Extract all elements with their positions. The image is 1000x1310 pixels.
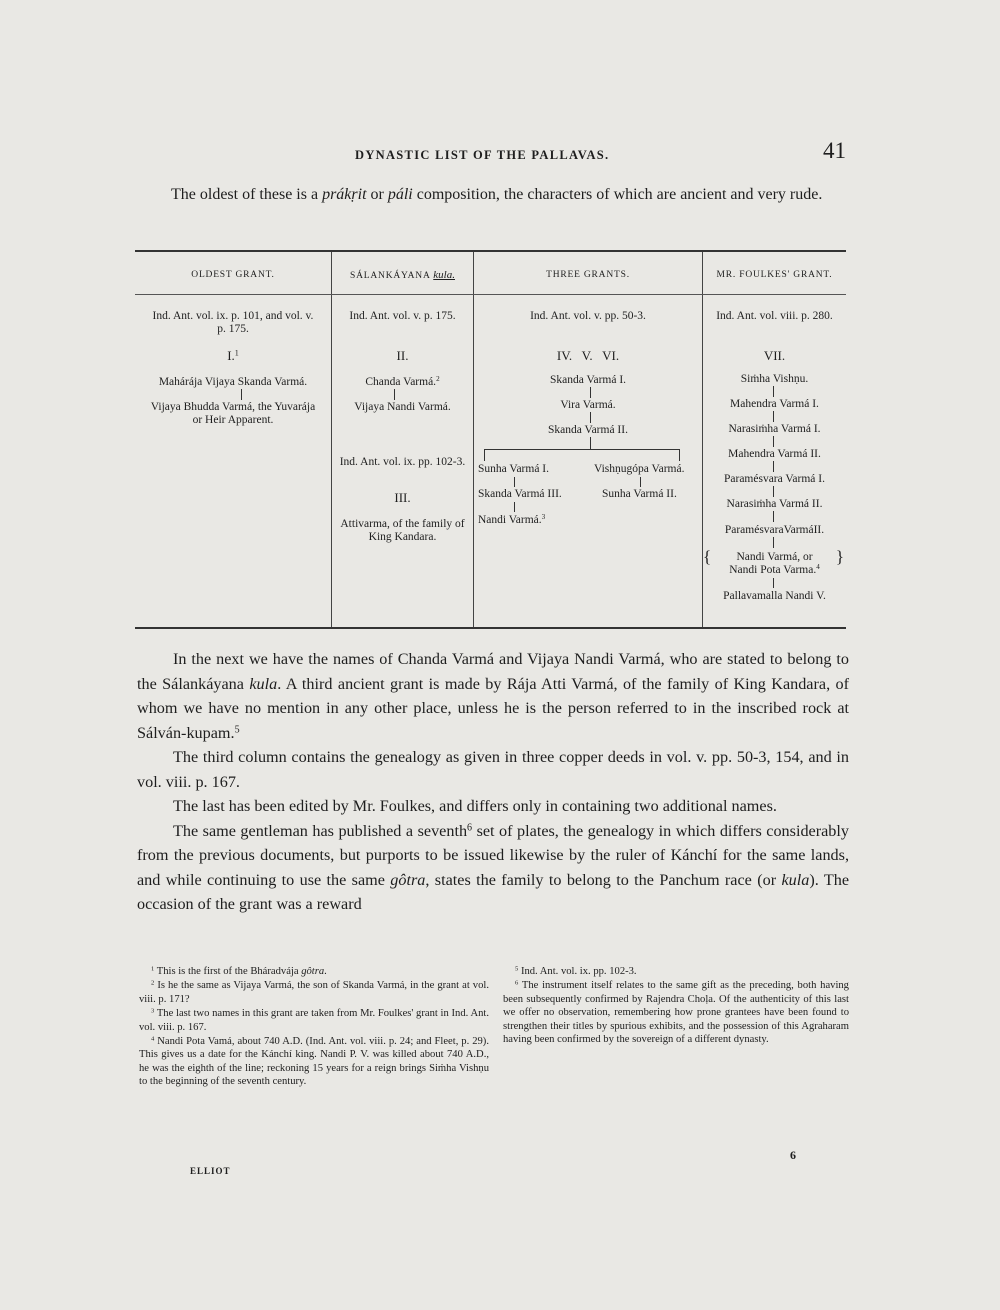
descent-line bbox=[514, 477, 515, 487]
descent-line bbox=[773, 578, 774, 588]
paragraph: The last has been edited by Mr. Foulkes, and differs only in containing two additional names. bbox=[173, 797, 777, 815]
descent-line bbox=[484, 449, 485, 461]
paragraph-text: , states the family to belong to the Panchum race (or bbox=[425, 870, 782, 889]
descent-line bbox=[514, 502, 515, 512]
column-header bbox=[332, 269, 473, 283]
grant-table bbox=[135, 250, 846, 629]
descent-line bbox=[590, 437, 591, 449]
footnote bbox=[139, 1007, 489, 1034]
body-text bbox=[137, 647, 849, 917]
footnote bbox=[139, 965, 489, 978]
grant-numeral bbox=[139, 349, 327, 362]
footnote bbox=[503, 979, 849, 1046]
paragraph bbox=[137, 647, 849, 745]
king-name: Narasiṁha Varmá II. bbox=[726, 498, 823, 510]
king-name: ParamésvaraVarmáII. bbox=[724, 524, 825, 536]
descent-line bbox=[590, 387, 591, 398]
king-name: Pallavamalla Nandi V. bbox=[723, 590, 826, 602]
page-number: 41 bbox=[823, 138, 846, 163]
descent-line bbox=[241, 389, 242, 400]
reference: Ind. Ant. vol. v. pp. 50-3. bbox=[530, 310, 646, 322]
paragraph-text: ). The occasion of the grant was a reward bbox=[137, 870, 850, 913]
king-name bbox=[711, 564, 838, 577]
intro-text: or bbox=[366, 186, 388, 203]
column-header: OLDEST GRANT. bbox=[191, 270, 275, 280]
footnote-text: This is the first of the Bháradvája bbox=[156, 966, 302, 977]
king-text: Nandi Varmá. bbox=[478, 514, 542, 526]
intro-pali: páli bbox=[387, 186, 413, 203]
footnote-number: 4 bbox=[151, 1035, 155, 1043]
king-name: Vijaya Bhudda Varmá, the Yuvarája or Heir Apparent. bbox=[150, 401, 316, 426]
paragraph-text: The same gentleman has published a seventh bbox=[173, 821, 468, 840]
footnote-text: . bbox=[324, 966, 327, 977]
column-oldest-grant bbox=[135, 252, 331, 627]
descent-line bbox=[773, 411, 774, 422]
king-name: Narasiṁha Varmá I. bbox=[728, 423, 821, 435]
footnote-number: 5 bbox=[515, 965, 519, 973]
grant-numeral: VII. bbox=[763, 348, 786, 363]
king-name: Mahendra Varmá I. bbox=[730, 398, 819, 410]
footnote-number: 2 bbox=[151, 979, 155, 987]
footnote-ref: 6 bbox=[467, 821, 473, 833]
footnote-text: Nandi Pota Vamá, about 740 A.D. (Ind. Ant. vol. viii. p. 24; and Fleet, p. 29). This gives us a date for the Kánchí king. Nandi P. V. was killed about 740 A.D., he was the eighth of the line; reckoning 15 years for a reign brings Siṁha Vishṇu to the beginning of the seventh century. bbox=[139, 1036, 489, 1088]
italic-term: kula bbox=[249, 674, 278, 693]
footnote-text: Is he the same as Vijaya Varmá, the son of Skanda Varmá, in the grant at vol. viii. p. 171? bbox=[139, 980, 489, 1005]
king-name: Nandi Varmá, or bbox=[736, 551, 813, 563]
descent-line bbox=[679, 449, 680, 461]
footnote-number: 3 bbox=[151, 1007, 155, 1015]
header-kula: kula. bbox=[433, 269, 455, 281]
king-name bbox=[336, 376, 469, 389]
king-name: Mahárája Vijaya Skanda Varmá. bbox=[158, 376, 308, 388]
descent-line bbox=[590, 412, 591, 423]
running-title: DYNASTIC LIST OF THE PALLAVAS. bbox=[355, 148, 610, 162]
king-text: Nandi Pota Varma. bbox=[729, 564, 817, 576]
grant-numeral: III. bbox=[394, 490, 411, 505]
king-name: Paramésvara Varmá I. bbox=[723, 473, 825, 485]
italic-term: gôtra bbox=[390, 870, 426, 889]
king-name: Vishṇugópa Varmá. bbox=[594, 463, 685, 475]
footnotes-right bbox=[503, 965, 849, 1047]
numeral-text: I. bbox=[227, 348, 235, 363]
king-name: Siṁha Vishṇu. bbox=[740, 373, 809, 385]
footnote-ref: 5 bbox=[234, 723, 240, 735]
descent-line bbox=[773, 436, 774, 447]
paragraph-text: . A third ancient grant is made by Rája Atti Varmá, of the family of King Kandara, of whom we have no mention in any other place, unless he is the person referred to in the inscribed rock at Sálván-kupam. bbox=[137, 674, 849, 742]
paragraph-text: In the next we have the names of Chanda Varmá and Vijaya Nandi Varmá, who are stated to belong to the Sálankáyana bbox=[137, 650, 849, 693]
descent-line bbox=[773, 386, 774, 397]
sheet-number: 6 bbox=[790, 1148, 796, 1162]
footnote-text: Ind. Ant. vol. ix. pp. 102-3. bbox=[520, 966, 637, 977]
footnote bbox=[139, 1035, 489, 1089]
descent-line bbox=[640, 477, 641, 487]
running-head bbox=[0, 138, 1000, 166]
king-name: Mahendra Varmá II. bbox=[728, 448, 821, 460]
header-text: SÁLANKÁYANA bbox=[350, 271, 434, 281]
column-three-grants bbox=[474, 252, 702, 627]
footnote bbox=[139, 979, 489, 1006]
intro-text: composition, the characters of which are ancient and very rude. bbox=[412, 186, 823, 203]
footnote-ref: 4 bbox=[816, 563, 820, 572]
king-name: Skanda Varmá II. bbox=[548, 424, 628, 436]
column-header: MR. FOULKES' GRANT. bbox=[716, 270, 833, 280]
footnote-number: 6 bbox=[515, 979, 519, 987]
reference: Ind. Ant. vol. ix. pp. 102-3. bbox=[339, 456, 466, 468]
footnote-ref: 3 bbox=[541, 513, 546, 522]
reference: Ind. Ant. vol. viii. p. 280. bbox=[716, 310, 833, 322]
king-name bbox=[478, 514, 698, 527]
footnote bbox=[503, 965, 849, 978]
italic-term: gôtra bbox=[301, 966, 325, 977]
descent-line bbox=[773, 461, 774, 472]
column-header: THREE GRANTS. bbox=[546, 270, 630, 280]
footnote-ref: 1 bbox=[234, 348, 239, 358]
column-salankayana bbox=[332, 252, 473, 627]
king-name: Sunha Varmá I. bbox=[478, 463, 550, 475]
king-name: Vira Varmá. bbox=[560, 399, 616, 411]
reference: Ind. Ant. vol. v. p. 175. bbox=[349, 310, 456, 322]
intro-paragraph bbox=[137, 183, 845, 207]
descent-line bbox=[394, 389, 395, 400]
king-name: Vijaya Nandi Varmá. bbox=[354, 401, 451, 413]
printer-signature: ELLIOT bbox=[190, 1166, 231, 1176]
king-name: Sunha Varmá II. bbox=[602, 488, 677, 500]
italic-term: kula bbox=[781, 870, 810, 889]
descent-line bbox=[773, 537, 774, 548]
brace-left: { bbox=[703, 547, 712, 566]
descent-line bbox=[773, 486, 774, 497]
paragraph-text: set of plates, the genealogy in which differs considerably from the previous documents, but purports to be issued likewise by the ruler of Kánchí for the same lands, and while continuing to use the same bbox=[137, 821, 849, 889]
intro-prakrit: prákṛit bbox=[322, 186, 367, 203]
branch-line bbox=[484, 449, 680, 450]
paragraph bbox=[137, 819, 849, 917]
intro-text: The oldest of these is a bbox=[171, 186, 323, 203]
footnote-ref: 2 bbox=[436, 375, 440, 384]
descent-line bbox=[773, 511, 774, 522]
footnote-text: The last two names in this grant are taken from Mr. Foulkes' grant in Ind. Ant. vol. viii. p. 167. bbox=[139, 1008, 489, 1033]
column-foulkes-grant bbox=[703, 252, 846, 627]
footnote-text: The instrument itself relates to the same gift as the preceding, both having been subsequently confirmed by Rajendra Choḷa. Of the authenticity of this last we offer no observation, remembering how prone grantees have been found to strengthen their titles by spurious exhibits, and the possession of this Agraharam having been confirmed by the sovereign of a different dynasty. bbox=[503, 980, 849, 1046]
grant-numerals: IV. V. VI. bbox=[556, 348, 620, 363]
king-name: Attivarma, of the family of King Kandara. bbox=[340, 518, 465, 543]
paragraph: The third column contains the genealogy as given in three copper deeds in vol. v. pp. 50-3, 154, and in vol. viii. p. 167. bbox=[137, 748, 849, 791]
brace-right: } bbox=[835, 547, 844, 566]
footnote-number: 1 bbox=[151, 965, 155, 973]
king-name: Skanda Varmá I. bbox=[549, 374, 627, 386]
king-name: Skanda Varmá III. bbox=[478, 488, 562, 500]
footnotes-left bbox=[139, 965, 489, 1090]
reference: Ind. Ant. vol. ix. p. 101, and vol. v. p. 175. bbox=[152, 310, 314, 335]
grant-numeral: II. bbox=[396, 348, 409, 363]
king-text: Chanda Varmá. bbox=[365, 376, 437, 388]
